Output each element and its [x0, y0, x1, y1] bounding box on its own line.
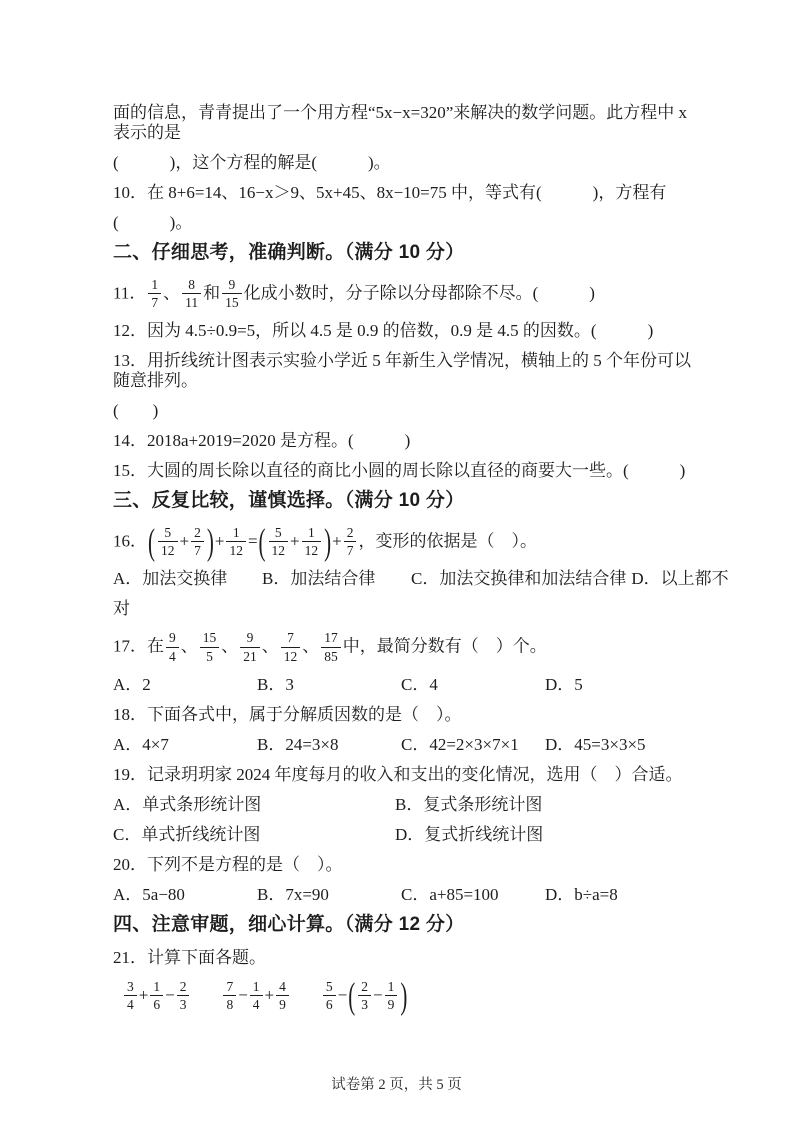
- fraction-denominator: 4: [127, 996, 134, 1012]
- option: C．42=2×3×7×1: [401, 734, 519, 754]
- fraction: [148, 277, 161, 310]
- text-segment: 和: [203, 283, 221, 303]
- fraction-denominator: 4: [252, 996, 260, 1012]
- text-segment: ( ): [113, 401, 159, 421]
- question-21-expressions: [113, 974, 691, 1017]
- text-segment: −: [165, 985, 175, 1005]
- fraction-numerator: 4: [276, 979, 289, 996]
- fraction-numerator: 1: [148, 277, 161, 294]
- text-segment: 17．在: [113, 636, 164, 656]
- option: D．以上都不: [631, 569, 729, 589]
- fraction-numerator: 8: [182, 277, 201, 294]
- fraction: [269, 525, 289, 558]
- question-20: [113, 855, 691, 875]
- question-11: [113, 276, 691, 313]
- fraction-numerator: 5: [269, 525, 289, 542]
- question-10-line-1: [113, 183, 691, 203]
- fraction-denominator: 12: [161, 543, 175, 559]
- fraction-denominator: 21: [243, 648, 257, 664]
- option: A．5a−80: [113, 884, 185, 904]
- fraction-denominator: 85: [324, 648, 338, 664]
- text-segment: 、: [261, 636, 279, 656]
- text-segment: +: [179, 531, 190, 551]
- question-10-line-2: [113, 213, 691, 233]
- text-segment: 21．计算下面各题。: [113, 947, 266, 967]
- document-body: [113, 103, 729, 1023]
- text-segment: 12．因为 4.5÷0.9=5，所以 4.5 是 0.9 的倍数，0.9 是 4.5 的因数。( ): [113, 321, 654, 341]
- question-9-continuation-line-1: [113, 103, 691, 143]
- text-segment: =: [247, 531, 258, 551]
- question-14: [113, 431, 691, 451]
- text-segment: 14．2018a+2019=2020 是方程。( ): [113, 431, 411, 451]
- text-segment: 11．: [113, 283, 147, 303]
- option: C．加法交换律和加法结合律: [411, 569, 627, 589]
- fraction-numerator: 9: [240, 630, 260, 647]
- option: A．4×7: [113, 734, 169, 754]
- fraction: [281, 630, 301, 663]
- text-segment: 19．记录玥玥家 2024 年度每月的收入和支出的变化情况，选用（ ）合适。: [113, 764, 683, 784]
- fraction-denominator: 15: [225, 295, 239, 311]
- text-segment: 二、仔细思考，准确判断。（满分 10 分）: [113, 242, 465, 263]
- fraction: [226, 525, 246, 558]
- fraction: [276, 979, 289, 1012]
- option: B．复式条形统计图: [395, 794, 543, 814]
- open-paren: (: [148, 520, 155, 563]
- text-segment: +: [138, 985, 149, 1005]
- option: A．单式条形统计图: [113, 794, 262, 814]
- fraction: [191, 525, 204, 558]
- fraction-denominator: 12: [271, 543, 286, 559]
- fraction-numerator: 2: [177, 979, 190, 996]
- fraction-denominator: 12: [229, 543, 243, 559]
- question-18: [113, 705, 691, 725]
- text-segment: 16．: [113, 531, 147, 551]
- fraction: [222, 277, 242, 310]
- fraction-denominator: 6: [325, 996, 333, 1012]
- option: C．4: [401, 674, 438, 694]
- option: A．2: [113, 674, 151, 694]
- option: D．b÷a=8: [545, 884, 618, 904]
- fraction: [250, 979, 263, 1012]
- question-21: [113, 948, 691, 968]
- question-9-continuation-line-2: [113, 153, 691, 173]
- question-16-options: [113, 569, 729, 589]
- option: B．3: [257, 674, 294, 694]
- fraction-denominator: 4: [169, 648, 176, 664]
- question-15: [113, 461, 691, 481]
- fraction-numerator: 1: [302, 525, 322, 542]
- question-16-options-wrap: [113, 599, 691, 619]
- fraction-numerator: 7: [223, 979, 236, 996]
- text-segment: 、: [221, 636, 239, 656]
- close-paren: ): [324, 520, 332, 563]
- text-segment: 、: [302, 636, 320, 656]
- text-segment: 对: [113, 599, 130, 619]
- text-segment: 化成小数时，分子除以分母都除不尽。( ): [243, 283, 595, 303]
- option: D．45=3×3×5: [545, 734, 646, 754]
- fraction-numerator: 2: [344, 525, 357, 542]
- fraction-denominator: 8: [226, 996, 234, 1012]
- text-segment: 13．用折线统计图表示实验小学近 5 年新生入学情况，横轴上的 5 个年份可以随意排列。: [113, 351, 691, 391]
- fraction: [344, 525, 357, 558]
- close-paren: ): [400, 974, 408, 1017]
- fraction-numerator: 1: [250, 979, 263, 996]
- text-segment: 18．下面各式中，属于分解质因数的是（ ）。: [113, 704, 462, 724]
- text-segment: +: [214, 531, 225, 551]
- fraction-denominator: 11: [185, 295, 199, 311]
- fraction-numerator: 17: [321, 630, 341, 647]
- fraction: [177, 979, 190, 1012]
- section-3-heading: [113, 491, 691, 511]
- fraction-numerator: 9: [222, 277, 242, 294]
- question-20-options: [113, 885, 691, 905]
- fraction-denominator: 9: [279, 996, 286, 1012]
- text-segment: ( )。: [113, 213, 193, 232]
- fraction: [182, 277, 201, 310]
- fraction-numerator: 15: [200, 630, 220, 647]
- option: C．a+85=100: [401, 884, 499, 904]
- text-segment: ，变形的依据是（ ）。: [358, 531, 537, 551]
- open-paren: (: [348, 974, 356, 1017]
- open-paren: (: [258, 520, 266, 563]
- text-segment: −: [238, 985, 248, 1005]
- text-segment: 三、反复比较，谨慎选择。（满分 10 分）: [113, 490, 465, 512]
- question-19-options-row-1: [113, 795, 691, 815]
- fraction-numerator: 1: [385, 979, 398, 996]
- fraction-denominator: 3: [361, 996, 368, 1012]
- option: D．复式折线统计图: [395, 824, 544, 844]
- fraction-numerator: 3: [124, 979, 137, 996]
- question-16: [113, 520, 691, 563]
- fraction-denominator: 7: [346, 543, 354, 559]
- fraction: [385, 979, 398, 1012]
- question-19: [113, 765, 691, 785]
- fraction: [158, 525, 178, 558]
- fraction-numerator: 1: [150, 979, 163, 996]
- question-13-line-2: [113, 401, 691, 421]
- fraction-numerator: 5: [158, 525, 178, 542]
- text-segment: −: [372, 985, 383, 1005]
- text-segment: +: [290, 531, 300, 551]
- text-segment: 20．下列不是方程的是（ ）。: [113, 854, 343, 874]
- question-13-line-1: [113, 351, 691, 391]
- option: C．单式折线统计图: [113, 824, 261, 844]
- question-17: [113, 629, 691, 666]
- fraction-numerator: 7: [281, 630, 301, 647]
- fraction-numerator: 2: [191, 525, 204, 542]
- text-segment: 面的信息，青青提出了一个用方程“5x−x=320”来解决的数学问题。此方程中 x 表示的是: [113, 103, 692, 142]
- fraction: [150, 979, 163, 1012]
- option: A．加法交换律: [113, 569, 228, 589]
- text-segment: 、: [180, 636, 198, 656]
- fraction: [302, 525, 322, 558]
- section-4-heading: [113, 915, 691, 935]
- fraction-denominator: 6: [153, 996, 161, 1012]
- text-segment: 10．在 8+6=14、16−x＞9、5x+45、8x−10=75 中，等式有( )，方程有: [113, 183, 667, 202]
- fraction-numerator: 1: [226, 525, 246, 542]
- option: D．5: [545, 674, 583, 694]
- fraction-denominator: 7: [194, 543, 201, 559]
- fraction-denominator: 5: [206, 648, 213, 664]
- text-segment: 、: [163, 283, 181, 303]
- section-2-heading: [113, 243, 691, 263]
- text-segment: −: [337, 985, 348, 1005]
- option: B．24=3×8: [257, 734, 339, 754]
- text-segment: 中，最简分数有（ ）个。: [342, 636, 547, 656]
- fraction-denominator: 7: [151, 295, 159, 311]
- question-19-options-row-2: [113, 825, 691, 845]
- fraction-denominator: 12: [283, 648, 298, 664]
- page-footer: 试卷第 2 页，共 5 页: [331, 1077, 462, 1093]
- question-12: [113, 321, 691, 341]
- question-18-options: [113, 735, 691, 755]
- text-segment: ( )，这个方程的解是( )。: [113, 153, 391, 172]
- fraction: [166, 630, 179, 663]
- text-segment: 四、注意审题，细心计算。（满分 12 分）: [113, 913, 465, 935]
- option: B．7x=90: [257, 884, 329, 904]
- question-17-options: [113, 675, 691, 695]
- option: B．加法结合律: [262, 569, 376, 589]
- fraction: [240, 630, 260, 663]
- text-segment: +: [264, 985, 275, 1005]
- fraction: [358, 979, 371, 1012]
- fraction-denominator: 3: [179, 996, 187, 1012]
- fraction: [321, 630, 341, 663]
- fraction-denominator: 9: [387, 996, 395, 1012]
- fraction-numerator: 2: [358, 979, 371, 996]
- fraction-numerator: 9: [166, 630, 179, 647]
- fraction-numerator: 5: [323, 979, 336, 996]
- fraction: [200, 630, 220, 663]
- fraction: [223, 979, 236, 1012]
- fraction: [323, 979, 336, 1012]
- text-segment: 15．大圆的周长除以直径的商比小圆的周长除以直径的商要大一些。( ): [113, 461, 686, 481]
- fraction: [124, 979, 137, 1012]
- text-segment: +: [332, 531, 342, 551]
- fraction-denominator: 12: [304, 543, 319, 559]
- close-paren: ): [206, 520, 214, 563]
